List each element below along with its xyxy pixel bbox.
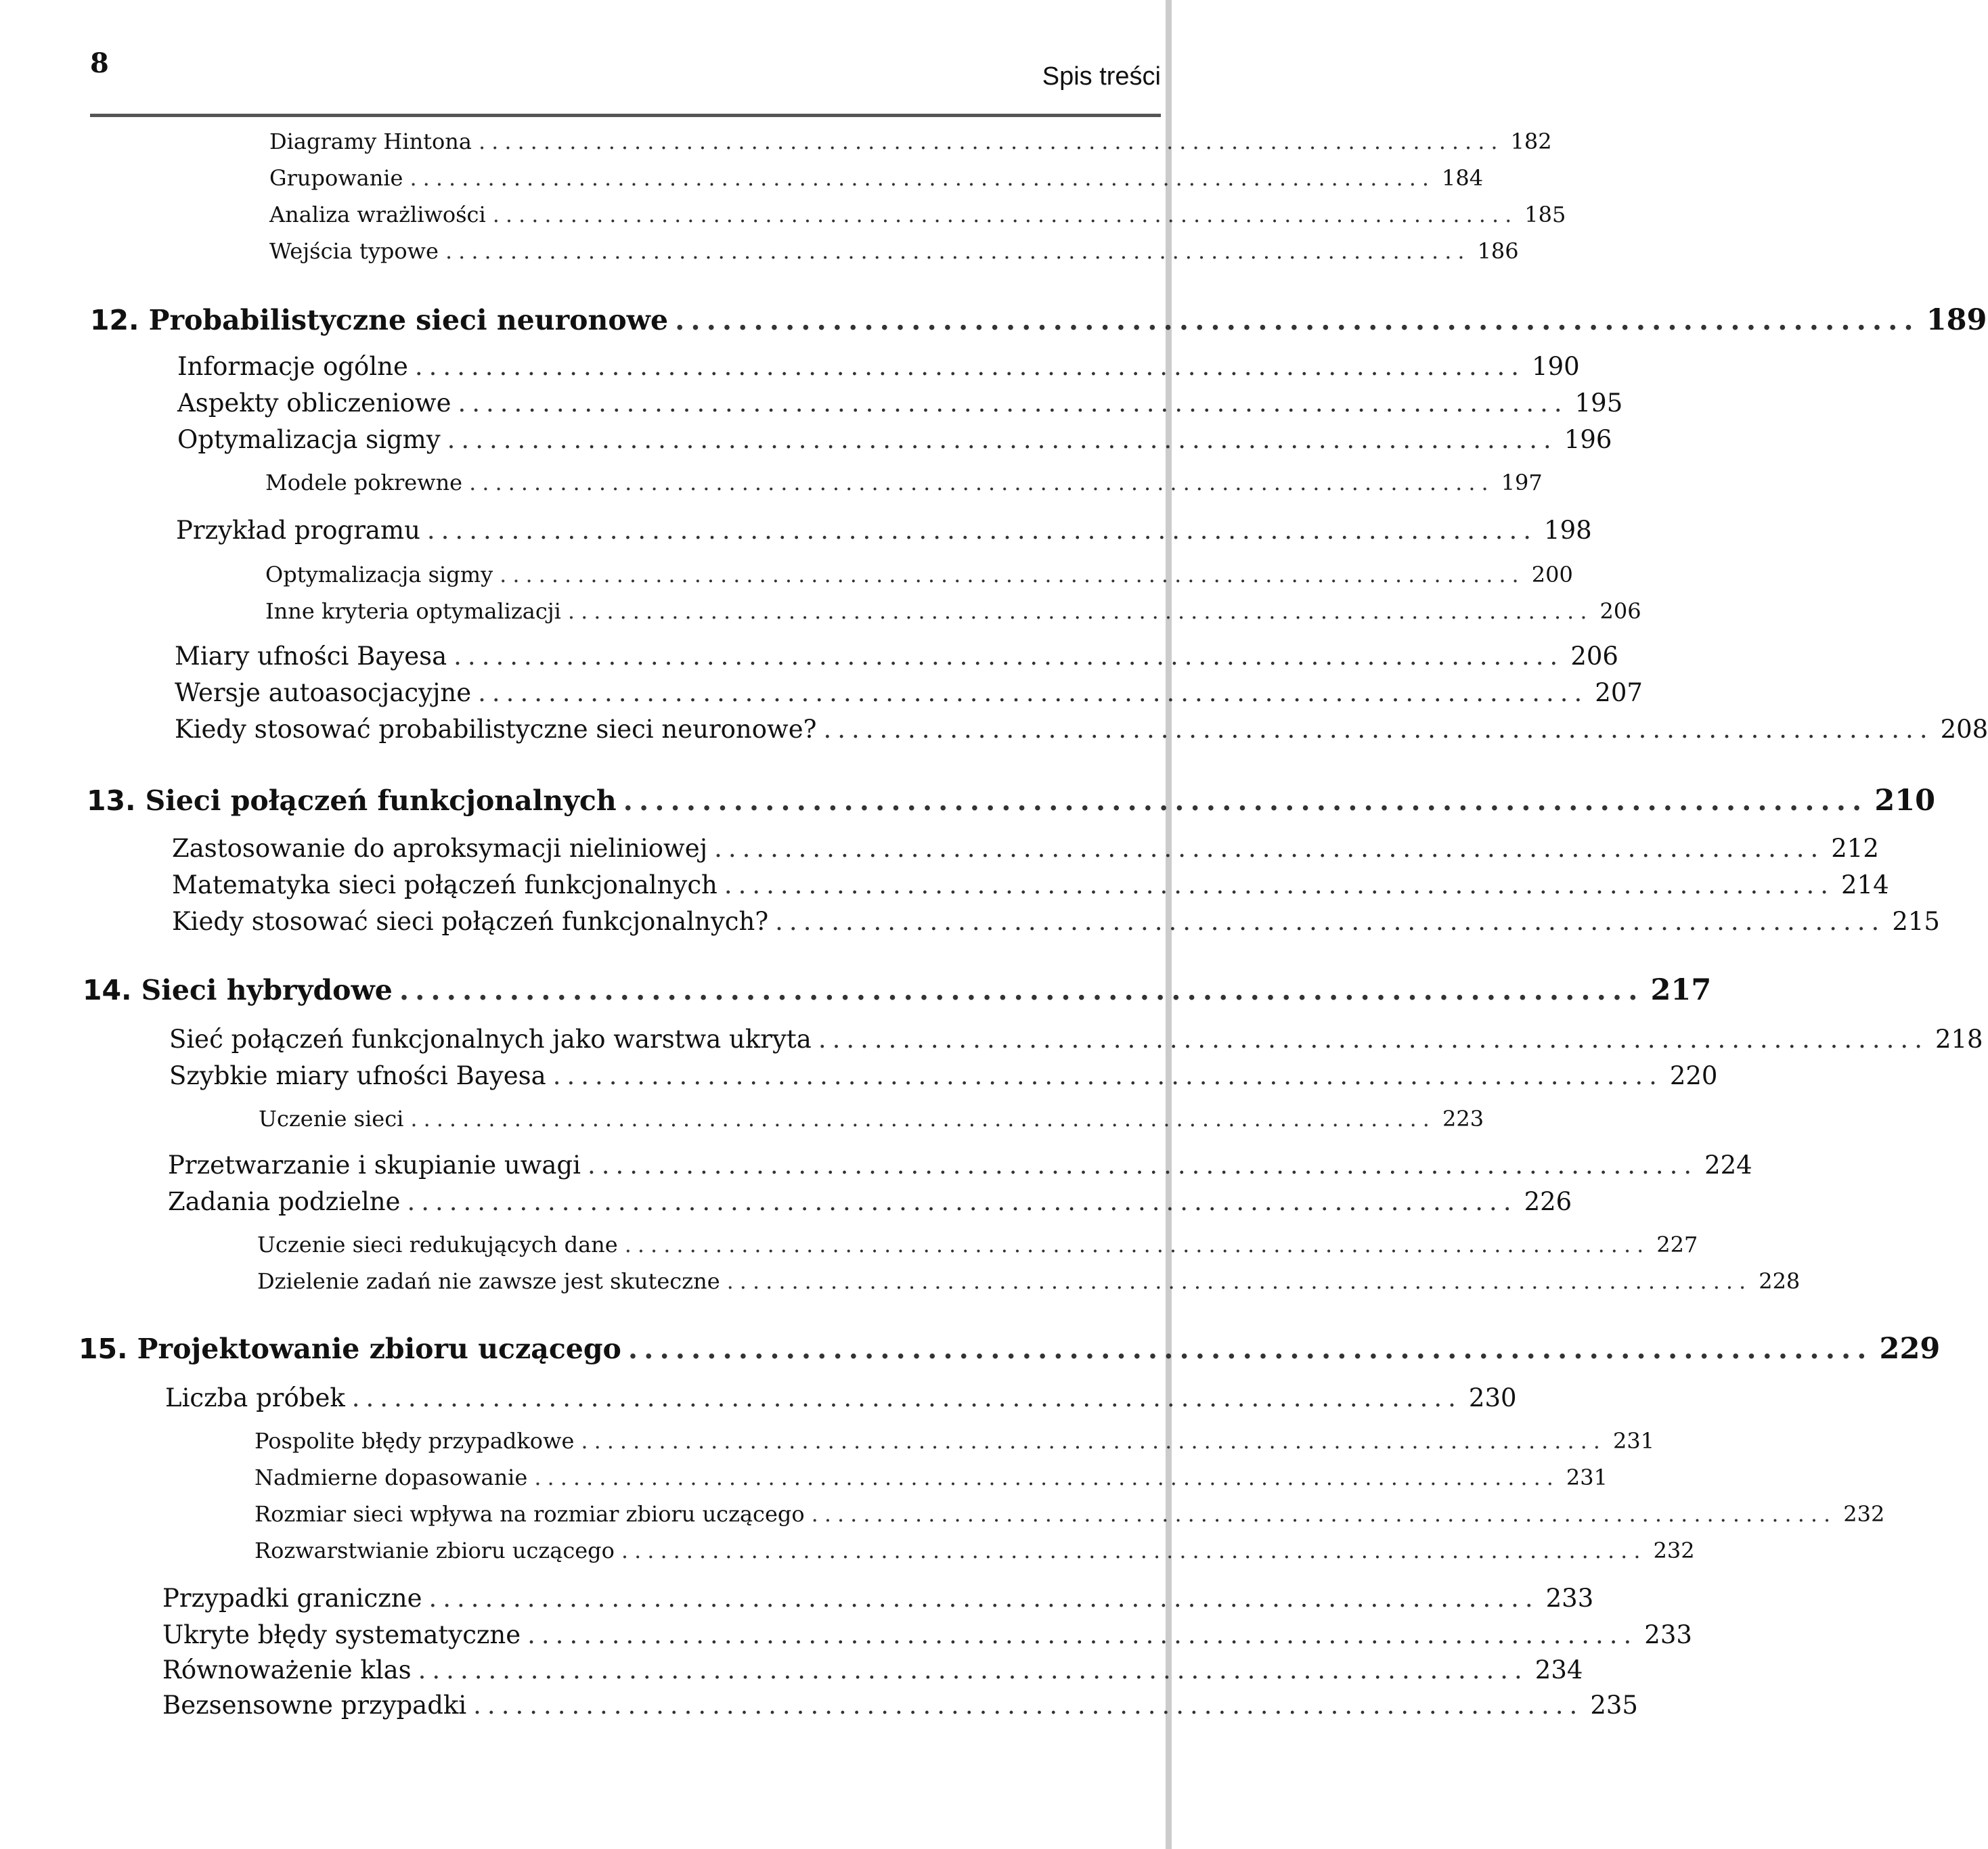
toc-entry[interactable] <box>162 1584 1594 1613</box>
leader-dots: ............................................................................... <box>492 202 1518 227</box>
toc-entry[interactable] <box>255 1465 1608 1490</box>
toc-entry-page: 214 <box>1841 870 1889 899</box>
toc-entry-label: Uczenie sieci redukujących dane <box>257 1232 618 1257</box>
toc-entry-label: Aspekty obliczeniowe <box>177 388 451 418</box>
leader-dots: ............................................................................... <box>407 1187 1518 1216</box>
toc-entry-label: Rozmiar sieci wpływa na rozmiar zbioru uczącego <box>255 1501 805 1527</box>
leader-dots: ............................................................................... <box>399 974 1644 1006</box>
toc-entry-page: 207 <box>1595 678 1643 707</box>
leader-dots: ............................................................................... <box>447 425 1558 454</box>
toc-entry-label: Optymalizacja sigmy <box>265 562 493 587</box>
leader-dots: ............................................................................... <box>458 388 1568 418</box>
toc-entry-label: Nadmierne dopasowanie <box>255 1465 528 1490</box>
toc-entry-label: Diagramy Hintona <box>269 129 472 154</box>
toc-entry[interactable] <box>165 1383 1517 1412</box>
toc-entry-page: 208 <box>1940 715 1988 744</box>
toc-entry[interactable] <box>177 425 1612 454</box>
leader-dots: ............................................................................... <box>811 1501 1837 1527</box>
toc-entry[interactable] <box>255 1428 1655 1454</box>
chapter-title: Probabilistyczne sieci neuronowe <box>148 304 669 336</box>
toc-entry[interactable] <box>172 870 1889 899</box>
toc-entry-label: Modele pokrewne <box>265 470 463 495</box>
toc-entry[interactable] <box>175 642 1618 671</box>
toc-entry[interactable] <box>162 1655 1583 1685</box>
toc-entry-page: 195 <box>1574 388 1623 418</box>
leader-dots: ............................................................................... <box>623 784 1868 817</box>
toc-entry[interactable] <box>162 1691 1638 1720</box>
toc-entry[interactable] <box>169 1061 1718 1090</box>
leader-dots: ............................................................................... <box>445 238 1471 264</box>
toc-entry[interactable] <box>175 678 1643 707</box>
leader-dots: ............................................................................... <box>724 870 1835 899</box>
toc-entry-label: Miary ufności Bayesa <box>175 642 447 671</box>
toc-entry[interactable] <box>269 129 1552 154</box>
toc-entry[interactable] <box>259 1106 1484 1132</box>
chapter-title: Sieci hybrydowe <box>141 974 393 1006</box>
toc-entry[interactable] <box>255 1538 1695 1563</box>
toc-entry[interactable] <box>265 470 1543 495</box>
toc-entry[interactable] <box>269 165 1484 191</box>
chapter-entry[interactable] <box>79 1332 1941 1366</box>
chapter-title: Projektowanie zbioru uczącego <box>137 1333 621 1365</box>
toc-entry[interactable] <box>172 907 1940 936</box>
running-head: Spis treści <box>1042 62 1161 91</box>
toc-entry-page: 197 <box>1501 470 1543 495</box>
toc-entry-page: 223 <box>1442 1106 1484 1132</box>
toc-entry-page: 234 <box>1534 1655 1583 1685</box>
chapter-number: 12. <box>90 304 139 336</box>
toc-entry-page: 231 <box>1566 1465 1608 1490</box>
toc-entry[interactable] <box>177 388 1623 418</box>
leader-dots: ............................................................................... <box>581 1428 1606 1454</box>
toc-entry[interactable] <box>269 238 1519 264</box>
toc-entry-page: 232 <box>1653 1538 1695 1563</box>
toc-entry-label: Szybkie miary ufności Bayesa <box>169 1061 546 1090</box>
leader-dots: ............................................................................... <box>410 1106 1436 1132</box>
leader-dots: ............................................................................... <box>823 715 1934 744</box>
toc-entry-label: Przetwarzanie i skupianie uwagi <box>168 1151 581 1180</box>
leader-dots: ............................................................................... <box>410 165 1436 191</box>
toc-entry-label: Kiedy stosować sieci połączeń funkcjonalnych? <box>172 907 769 936</box>
toc-entry-page: 230 <box>1468 1383 1517 1412</box>
toc-entry-label: Dzielenie zadań nie zawsze jest skuteczne <box>257 1268 720 1294</box>
toc-entry-page: 215 <box>1892 907 1940 936</box>
leader-dots: ............................................................................... <box>726 1268 1752 1294</box>
toc-entry-label: Grupowanie <box>269 165 403 191</box>
leader-dots: ............................................................................... <box>473 1691 1584 1720</box>
toc-entry[interactable] <box>168 1151 1752 1180</box>
chapter-title: Sieci połączeń funkcjonalnych <box>145 784 617 817</box>
toc-entry-label: Sieć połączeń funkcjonalnych jako warstwa ukryta <box>169 1025 812 1054</box>
toc-entry-page: 185 <box>1524 202 1566 227</box>
toc-entry-label: Bezsensowne przypadki <box>162 1691 467 1720</box>
toc-entry[interactable] <box>265 598 1641 624</box>
toc-entry-label: Wersje autoasocjacyjne <box>175 678 472 707</box>
toc-entry-label: Wejścia typowe <box>269 238 439 264</box>
toc-entry[interactable] <box>168 1187 1572 1216</box>
toc-entry-page: 200 <box>1531 562 1573 587</box>
leader-dots: ............................................................................... <box>818 1025 1928 1054</box>
chapter-page: 210 <box>1874 784 1936 818</box>
leader-dots: ............................................................................... <box>414 352 1526 381</box>
toc-entry[interactable] <box>257 1232 1698 1257</box>
toc-entry[interactable] <box>265 562 1573 587</box>
toc-entry-page: 206 <box>1599 598 1641 624</box>
chapter-number: 13. <box>87 784 136 817</box>
toc-entry-page: 186 <box>1477 238 1519 264</box>
toc-entry-page: 198 <box>1544 516 1592 545</box>
chapter-entry[interactable] <box>90 303 1987 337</box>
leader-dots: ............................................................................... <box>534 1465 1560 1490</box>
toc-entry-label: Analiza wrażliwości <box>269 202 486 227</box>
toc-entry[interactable] <box>177 352 1580 381</box>
toc-entry-page: 206 <box>1570 642 1618 671</box>
toc-entry-page: 226 <box>1524 1187 1572 1216</box>
toc-entry-label: Inne kryteria optymalizacji <box>265 598 561 624</box>
toc-entry-page: 227 <box>1656 1232 1698 1257</box>
toc-entry-label: Matematyka sieci połączeń funkcjonalnych <box>172 870 717 899</box>
toc-entry-page: 184 <box>1442 165 1484 191</box>
toc-entry-page: 228 <box>1759 1268 1801 1294</box>
toc-entry[interactable] <box>255 1501 1885 1527</box>
chapter-number: 14. <box>83 974 132 1006</box>
toc-entry-label: Liczba próbek <box>165 1383 345 1412</box>
toc-entry-label: Rozwarstwianie zbioru uczącego <box>255 1538 615 1563</box>
leader-dots: ............................................................................... <box>478 129 1504 154</box>
chapter-entry[interactable] <box>83 973 1712 1007</box>
page-number: 8 <box>90 47 109 79</box>
leader-dots: ............................................................................... <box>454 642 1564 671</box>
toc-entry-page: 235 <box>1590 1691 1638 1720</box>
toc-entry-label: Równoważenie klas <box>162 1655 412 1685</box>
toc-entry-page: 182 <box>1510 129 1552 154</box>
toc-entry-page: 232 <box>1843 1501 1885 1527</box>
toc-entry-label: Przypadki graniczne <box>162 1584 422 1613</box>
toc-entry-page: 233 <box>1545 1584 1594 1613</box>
leader-dots: ............................................................................... <box>714 834 1825 863</box>
leader-dots: ............................................................................... <box>775 907 1886 936</box>
leader-dots: ............................................................................... <box>351 1383 1462 1412</box>
leader-dots: ............................................................................... <box>478 678 1589 707</box>
leader-dots: ............................................................................... <box>621 1538 1647 1563</box>
leader-dots: ............................................................................... <box>527 1620 1638 1649</box>
toc-entry-label: Uczenie sieci <box>259 1106 404 1132</box>
leader-dots: ............................................................................... <box>469 470 1495 495</box>
toc-entry-page: 218 <box>1935 1025 1983 1054</box>
leader-dots: ............................................................................... <box>567 598 1593 624</box>
toc-entry[interactable] <box>269 202 1566 227</box>
toc-entry[interactable] <box>172 834 1879 863</box>
toc-entry-label: Optymalizacja sigmy <box>177 425 441 454</box>
leader-dots: ............................................................................... <box>675 304 1920 336</box>
chapter-page: 217 <box>1650 973 1712 1007</box>
toc-entry-label: Kiedy stosować probabilistyczne sieci neuronowe? <box>175 715 817 744</box>
toc-entry-label: Zastosowanie do aproksymacji nieliniowej <box>172 834 708 863</box>
toc-entry-label: Ukryte błędy systematyczne <box>162 1620 521 1649</box>
toc-entry-label: Przykład programu <box>176 516 420 545</box>
chapter-page: 189 <box>1926 303 1987 337</box>
leader-dots: ............................................................................... <box>627 1333 1873 1365</box>
leader-dots: ............................................................................... <box>587 1151 1698 1180</box>
toc-entry-page: 233 <box>1644 1620 1692 1649</box>
leader-dots: ............................................................................... <box>552 1061 1663 1090</box>
toc-entry-label: Pospolite błędy przypadkowe <box>255 1428 575 1454</box>
toc-entry-label: Informacje ogólne <box>177 352 408 381</box>
leader-dots: ............................................................................... <box>428 1584 1539 1613</box>
leader-dots: ............................................................................... <box>426 516 1538 545</box>
toc-entry-page: 190 <box>1532 352 1580 381</box>
chapter-page: 229 <box>1879 1332 1941 1366</box>
toc-entry-page: 212 <box>1831 834 1879 863</box>
toc-entry[interactable] <box>175 715 1988 744</box>
toc-entry-page: 231 <box>1612 1428 1655 1454</box>
leader-dots: ............................................................................... <box>418 1655 1528 1685</box>
toc-entry-page: 196 <box>1564 425 1612 454</box>
chapter-entry[interactable] <box>87 784 1936 818</box>
leader-dots: ............................................................................... <box>500 562 1525 587</box>
toc-entry[interactable] <box>257 1268 1801 1294</box>
toc-entry-page: 224 <box>1704 1151 1752 1180</box>
toc-entry[interactable] <box>169 1025 1983 1054</box>
toc-entry-label: Zadania podzielne <box>168 1187 401 1216</box>
toc-entry-page: 220 <box>1669 1061 1718 1090</box>
leader-dots: ............................................................................... <box>624 1232 1650 1257</box>
chapter-number: 15. <box>79 1333 128 1365</box>
toc-entry[interactable] <box>162 1620 1692 1649</box>
toc-entry[interactable] <box>176 516 1592 545</box>
header-rule <box>90 114 1161 117</box>
